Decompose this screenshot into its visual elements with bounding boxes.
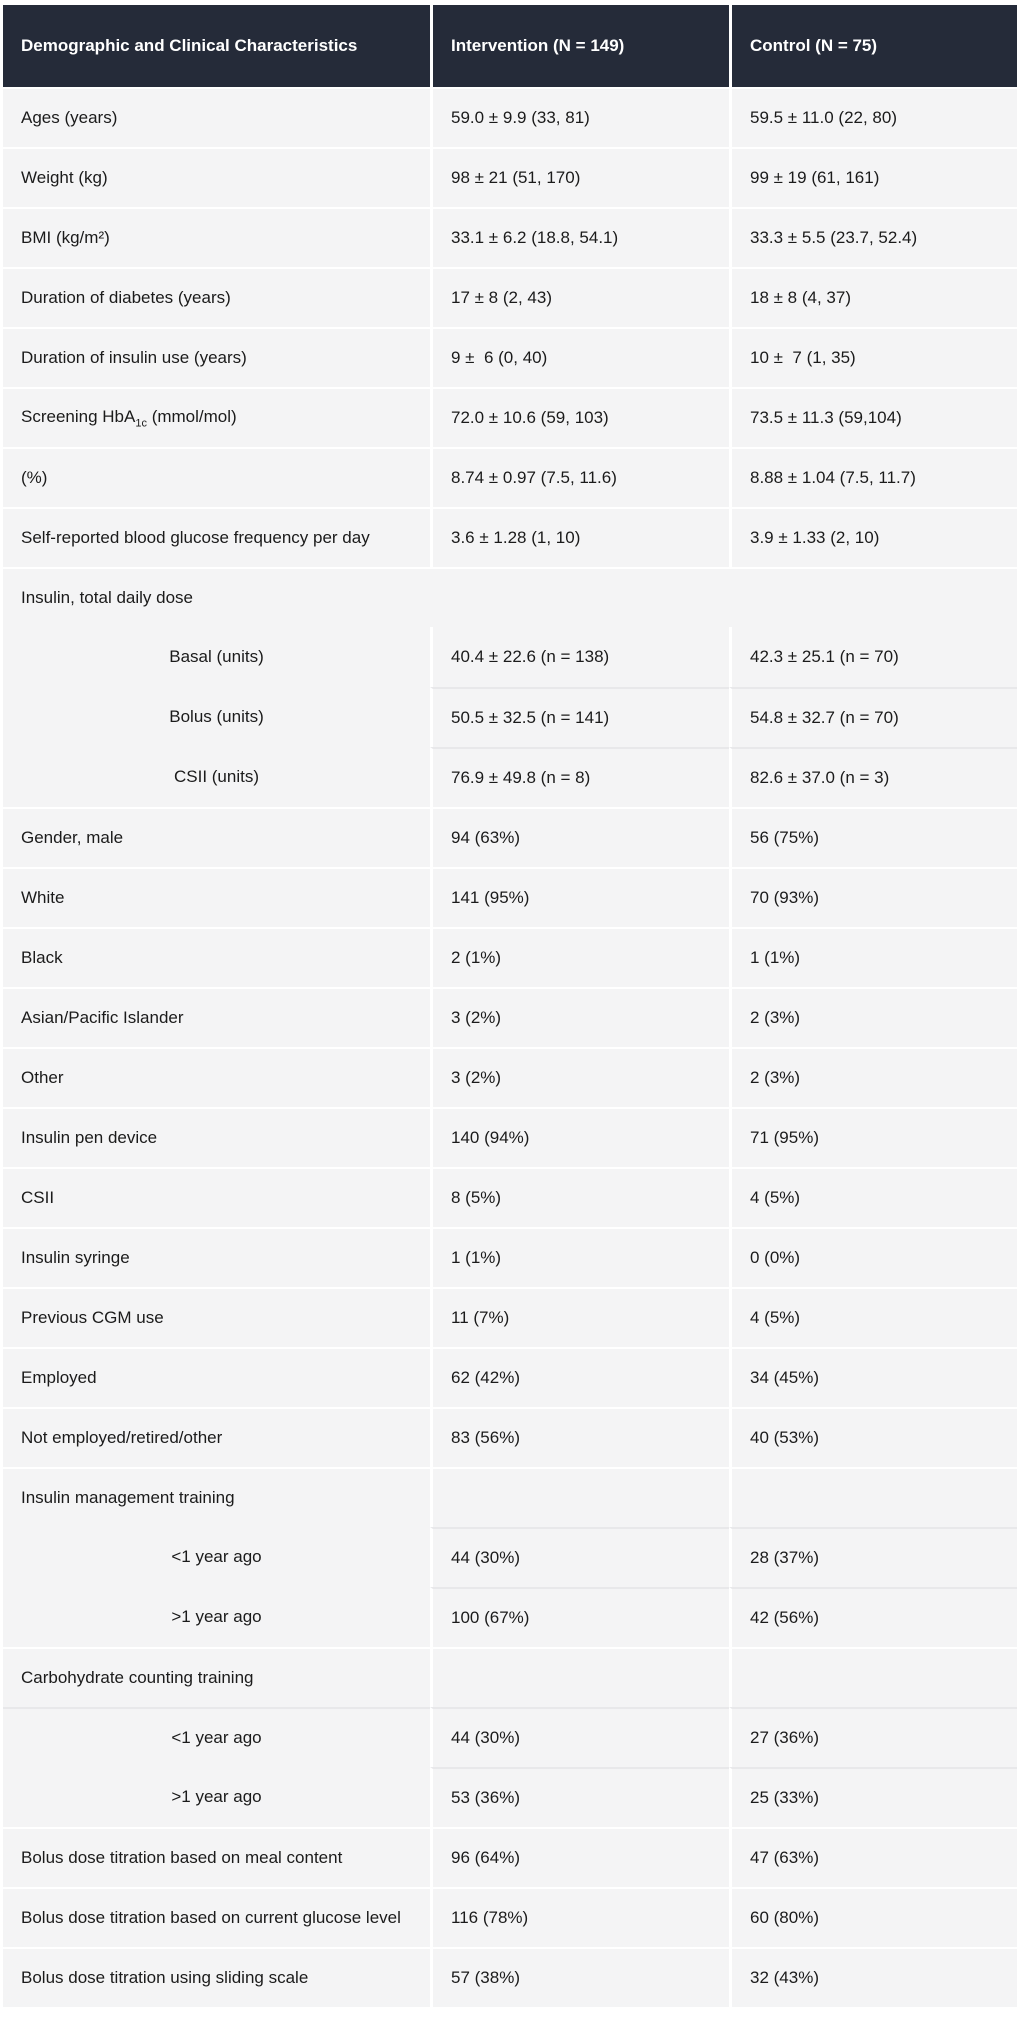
table-row	[3, 1227, 1017, 1287]
control-value-cell: 33.3 ± 5.5 (23.7, 52.4)	[729, 207, 1017, 267]
control-value-cell: 82.6 ± 37.0 (n = 3)	[729, 747, 1017, 807]
row-label-cell	[3, 327, 430, 387]
column-header-characteristics: Demographic and Clinical Characteristics	[3, 5, 430, 87]
control-value-cell: 56 (75%)	[729, 807, 1017, 867]
row-label: Insulin syringe	[21, 1248, 130, 1267]
row-label: Not employed/retired/other	[21, 1428, 223, 1447]
control-value-cell: 54.8 ± 32.7 (n = 70)	[729, 687, 1017, 747]
row-label: Insulin pen device	[21, 1128, 158, 1147]
intervention-value-cell: 3 (2%)	[430, 987, 729, 1047]
row-label: (%)	[21, 468, 48, 487]
intervention-value-cell: 62 (42%)	[430, 1347, 729, 1407]
control-value-cell: 1 (1%)	[729, 927, 1017, 987]
row-label-cell	[3, 87, 430, 147]
row-label-cell	[3, 387, 430, 447]
control-value-cell: 32 (43%)	[729, 1947, 1017, 2007]
row-label-cell	[3, 1587, 430, 1647]
table-row	[3, 567, 1017, 627]
intervention-value-cell: 59.0 ± 9.9 (33, 81)	[430, 87, 729, 147]
row-label: Screening HbA$_{1c}$ (mmol/mol)	[21, 406, 237, 430]
intervention-value-cell: 83 (56%)	[430, 1407, 729, 1467]
table-row	[3, 807, 1017, 867]
control-value-cell	[729, 1647, 1017, 1707]
row-label-cell	[3, 1947, 430, 2007]
table-row	[3, 1827, 1017, 1887]
intervention-value-cell: 100 (67%)	[430, 1587, 729, 1647]
table-row	[3, 987, 1017, 1047]
intervention-value-cell: 8 (5%)	[430, 1167, 729, 1227]
intervention-value-cell: 3.6 ± 1.28 (1, 10)	[430, 507, 729, 567]
control-value-cell: 2 (3%)	[729, 987, 1017, 1047]
row-label: Weight (kg)	[21, 168, 108, 187]
table-row	[3, 687, 1017, 747]
row-label-cell	[3, 1767, 430, 1827]
row-label: White	[21, 888, 65, 907]
intervention-value-cell: 76.9 ± 49.8 (n = 8)	[430, 747, 729, 807]
table-row	[3, 1347, 1017, 1407]
table-row	[3, 267, 1017, 327]
intervention-value-cell: 50.5 ± 32.5 (n = 141)	[430, 687, 729, 747]
control-value-cell: 42.3 ± 25.1 (n = 70)	[729, 627, 1017, 687]
control-value-cell: 47 (63%)	[729, 1827, 1017, 1887]
row-label: Other	[21, 1068, 64, 1087]
intervention-value-cell: 140 (94%)	[430, 1107, 729, 1167]
row-label-cell	[3, 567, 1017, 627]
row-label: CSII (units)	[173, 767, 260, 786]
control-value-cell: 8.88 ± 1.04 (7.5, 11.7)	[729, 447, 1017, 507]
intervention-value-cell: 17 ± 8 (2, 43)	[430, 267, 729, 327]
row-label-cell	[3, 987, 430, 1047]
row-label: Carbohydrate counting training	[21, 1668, 254, 1687]
row-label-cell	[3, 1887, 430, 1947]
row-label: BMI (kg/m²)	[21, 228, 110, 247]
row-label: <1 year ago	[171, 1728, 262, 1747]
control-value-cell	[729, 1467, 1017, 1527]
intervention-value-cell: 40.4 ± 22.6 (n = 138)	[430, 627, 729, 687]
table-header-row	[3, 5, 1017, 87]
table-body	[3, 87, 1017, 2007]
table-row	[3, 447, 1017, 507]
table-row	[3, 1047, 1017, 1107]
row-label-cell	[3, 807, 430, 867]
control-value-cell: 0 (0%)	[729, 1227, 1017, 1287]
intervention-value-cell: 44 (30%)	[430, 1707, 729, 1767]
subscript: 1c	[135, 417, 147, 430]
row-label: Employed	[21, 1368, 97, 1387]
row-label: Insulin, total daily dose	[21, 588, 193, 607]
row-label-cell	[3, 627, 430, 687]
control-value-cell: 40 (53%)	[729, 1407, 1017, 1467]
intervention-value-cell	[430, 1647, 729, 1707]
row-label-cell	[3, 1107, 430, 1167]
intervention-value-cell: 141 (95%)	[430, 867, 729, 927]
row-label-cell	[3, 687, 430, 747]
control-value-cell: 4 (5%)	[729, 1167, 1017, 1227]
table-row	[3, 747, 1017, 807]
row-label: >1 year ago	[171, 1607, 262, 1626]
row-label: Bolus dose titration using sliding scale	[21, 1968, 309, 1987]
row-label: CSII	[21, 1188, 55, 1207]
intervention-value-cell: 2 (1%)	[430, 927, 729, 987]
row-label: >1 year ago	[171, 1787, 262, 1806]
table-row	[3, 927, 1017, 987]
row-label-cell	[3, 1647, 430, 1707]
control-value-cell: 60 (80%)	[729, 1887, 1017, 1947]
row-label-cell	[3, 1707, 430, 1767]
intervention-value-cell: 11 (7%)	[430, 1287, 729, 1347]
table-row	[3, 387, 1017, 447]
row-label: Bolus (units)	[169, 707, 264, 726]
intervention-value-cell: 1 (1%)	[430, 1227, 729, 1287]
row-label-cell	[3, 1227, 430, 1287]
control-value-cell: 2 (3%)	[729, 1047, 1017, 1107]
row-label-cell	[3, 147, 430, 207]
table-row	[3, 1887, 1017, 1947]
intervention-value-cell: 72.0 ± 10.6 (59, 103)	[430, 387, 729, 447]
control-value-cell: 34 (45%)	[729, 1347, 1017, 1407]
row-label: Bolus dose titration based on current glucose level	[21, 1908, 401, 1927]
control-value-cell: 71 (95%)	[729, 1107, 1017, 1167]
intervention-value-cell: 44 (30%)	[430, 1527, 729, 1587]
intervention-value-cell: 57 (38%)	[430, 1947, 729, 2007]
table-row	[3, 1767, 1017, 1827]
table-row	[3, 1107, 1017, 1167]
table-row	[3, 1647, 1017, 1707]
row-label-cell	[3, 447, 430, 507]
row-label-cell	[3, 1347, 430, 1407]
row-label-cell	[3, 1287, 430, 1347]
table-row	[3, 867, 1017, 927]
row-label-cell	[3, 1047, 430, 1107]
row-label: Ages (years)	[21, 108, 118, 127]
row-label-cell	[3, 927, 430, 987]
control-value-cell: 27 (36%)	[729, 1707, 1017, 1767]
row-label: Bolus dose titration based on meal content	[21, 1848, 343, 1867]
column-header-control: Control (N = 75)	[729, 5, 1017, 87]
row-label: Duration of diabetes (years)	[21, 288, 231, 307]
intervention-value-cell: 94 (63%)	[430, 807, 729, 867]
control-value-cell: 28 (37%)	[729, 1527, 1017, 1587]
row-label-cell	[3, 1827, 430, 1887]
row-label: Self-reported blood glucose frequency per day	[21, 528, 370, 547]
row-label-cell	[3, 267, 430, 327]
control-value-cell: 4 (5%)	[729, 1287, 1017, 1347]
row-label: Basal (units)	[169, 647, 264, 666]
intervention-value-cell: 98 ± 21 (51, 170)	[430, 147, 729, 207]
control-value-cell: 3.9 ± 1.33 (2, 10)	[729, 507, 1017, 567]
intervention-value-cell	[430, 1467, 729, 1527]
intervention-value-cell: 9 ± 6 (0, 40)	[430, 327, 729, 387]
control-value-cell: 18 ± 8 (4, 37)	[729, 267, 1017, 327]
control-value-cell: 42 (56%)	[729, 1587, 1017, 1647]
column-header-intervention: Intervention (N = 149)	[430, 5, 729, 87]
row-label: <1 year ago	[171, 1547, 262, 1566]
row-label-cell	[3, 867, 430, 927]
row-label: Duration of insulin use (years)	[21, 348, 247, 367]
row-label-cell	[3, 507, 430, 567]
control-value-cell: 73.5 ± 11.3 (59,104)	[729, 387, 1017, 447]
row-label: Gender, male	[21, 828, 124, 847]
row-label: Black	[21, 948, 63, 967]
intervention-value-cell: 33.1 ± 6.2 (18.8, 54.1)	[430, 207, 729, 267]
table-row	[3, 1407, 1017, 1467]
row-label-cell	[3, 1167, 430, 1227]
table-row	[3, 87, 1017, 147]
row-label-cell	[3, 1407, 430, 1467]
intervention-value-cell: 8.74 ± 0.97 (7.5, 11.6)	[430, 447, 729, 507]
table-row	[3, 1947, 1017, 2007]
row-label: Previous CGM use	[21, 1308, 164, 1327]
control-value-cell: 25 (33%)	[729, 1767, 1017, 1827]
intervention-value-cell: 53 (36%)	[430, 1767, 729, 1827]
control-value-cell: 70 (93%)	[729, 867, 1017, 927]
row-label: Insulin management training	[21, 1488, 235, 1507]
row-label-cell	[3, 1467, 430, 1527]
row-label-cell	[3, 207, 430, 267]
table-row	[3, 1167, 1017, 1227]
table-row	[3, 507, 1017, 567]
table-row	[3, 1707, 1017, 1767]
characteristics-table	[3, 5, 1017, 2007]
control-value-cell: 99 ± 19 (61, 161)	[729, 147, 1017, 207]
table-row	[3, 327, 1017, 387]
intervention-value-cell: 96 (64%)	[430, 1827, 729, 1887]
control-value-cell: 59.5 ± 11.0 (22, 80)	[729, 87, 1017, 147]
table-row	[3, 1527, 1017, 1587]
control-value-cell: 10 ± 7 (1, 35)	[729, 327, 1017, 387]
table-row	[3, 1587, 1017, 1647]
table-row	[3, 627, 1017, 687]
table-row	[3, 1467, 1017, 1527]
intervention-value-cell: 116 (78%)	[430, 1887, 729, 1947]
table-row	[3, 207, 1017, 267]
intervention-value-cell: 3 (2%)	[430, 1047, 729, 1107]
row-label: Asian/Pacific Islander	[21, 1008, 184, 1027]
table-row	[3, 147, 1017, 207]
row-label-cell	[3, 747, 430, 807]
table-row	[3, 1287, 1017, 1347]
row-label-cell	[3, 1527, 430, 1587]
